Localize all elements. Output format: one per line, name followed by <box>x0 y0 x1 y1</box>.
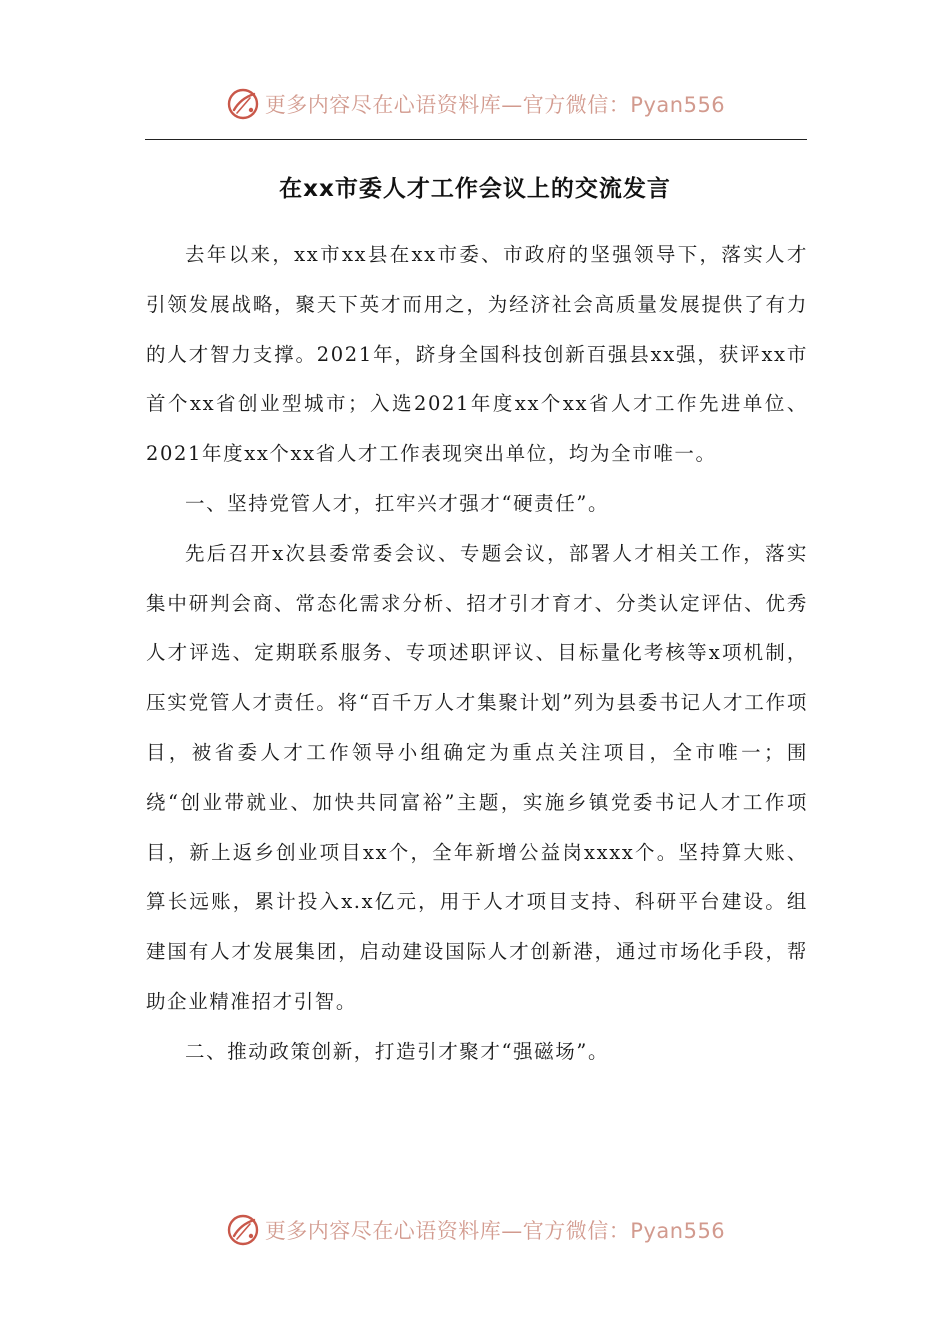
paragraph-intro: 去年以来，xx市xx县在xx市委、市政府的坚强领导下，落实人才引领发展战略，聚天下英才而用之，为经济社会高质量发展提供了有力的人才智力支撑。2021年，跻身全国科技创新百强县xx强，获评xx市首个xx省创业型城市；入选2021年度xx个xx省人才工作先进单位、2021年度xx个xx省人才工作表现突出单位，均为全市唯一。 <box>146 243 808 466</box>
header-watermark <box>0 82 950 126</box>
header-divider <box>145 139 807 140</box>
document-title: 在xx市委人才工作会议上的交流发言 <box>279 176 671 202</box>
pen-seal-icon <box>225 1212 261 1248</box>
document-body <box>146 230 808 1077</box>
pen-seal-icon <box>225 86 261 122</box>
section-heading-2: 二、推动政策创新，打造引才聚才“强磁场”。 <box>185 1039 610 1063</box>
watermark-text: 更多内容尽在心语资料库—官方微信：Pyan556 <box>264 1219 726 1243</box>
paragraph-section-1: 先后召开x次县委常委会议、专题会议，部署人才相关工作，落实集中研判会商、常态化需求分析、招才引才育才、分类认定评估、优秀人才评选、定期联系服务、专项述职评议、目标量化考核等x项机制，压实党管人才责任。将“百千万人才集聚计划”列为县委书记人才工作项目，被省委人才工作领导小组确定为重点关注项目，全市唯一；围绕“创业带就业、加快共同富裕”主题，实施乡镇党委书记人才工作项目，新上返乡创业项目xx个，全年新增公益岗xxxx个。坚持算大账、算长远账，累计投入x.x亿元，用于人才项目支持、科研平台建设。组建国有人才发展集团，启动建设国际人才创新港，通过市场化手段，帮助企业精准招才引智。 <box>146 541 808 1013</box>
footer-watermark <box>0 1208 950 1252</box>
watermark-text: 更多内容尽在心语资料库—官方微信：Pyan556 <box>264 93 726 117</box>
section-heading-1: 一、坚持党管人才，扛牢兴才强才“硬责任”。 <box>185 491 610 515</box>
